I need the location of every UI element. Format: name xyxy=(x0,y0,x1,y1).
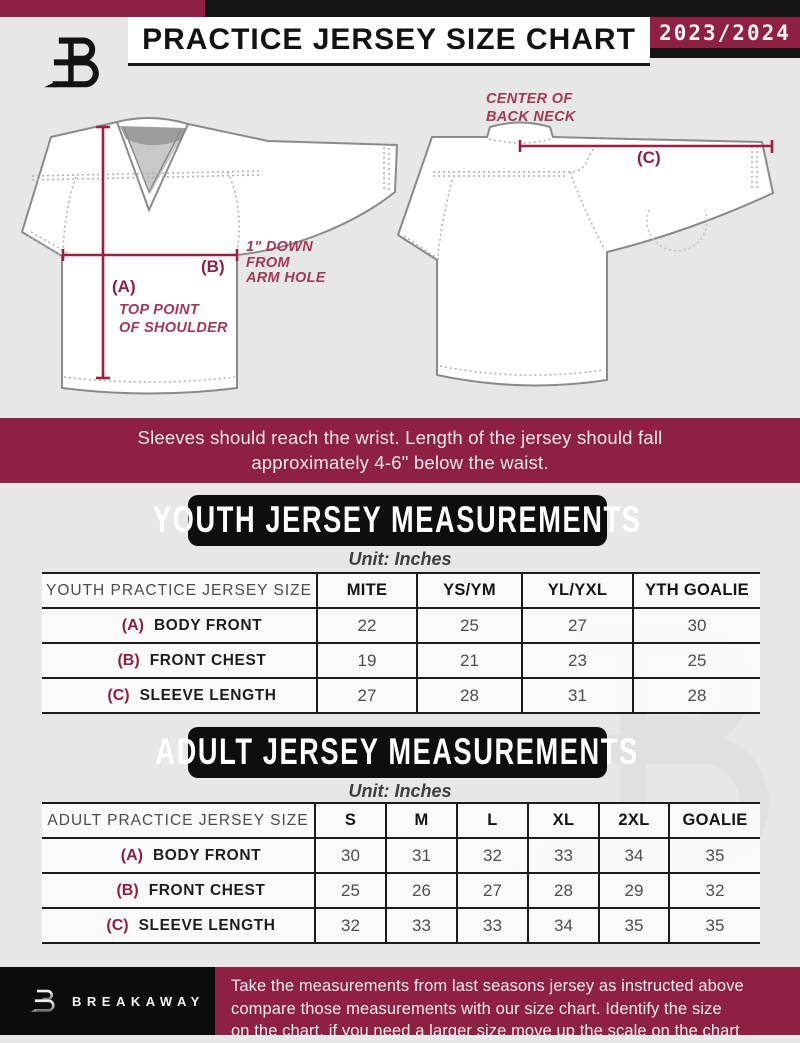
measure-key: (A) xyxy=(120,846,143,864)
size-value-cell: 25 xyxy=(417,608,522,643)
column-header: YL/YXL xyxy=(522,573,633,608)
size-value-cell: 32 xyxy=(457,838,528,873)
measure-label: BODY FRONT xyxy=(153,846,262,864)
season-badge xyxy=(650,17,800,58)
measure-key: (C) xyxy=(107,686,130,704)
adult-size-table xyxy=(42,802,760,944)
fit-notice-banner xyxy=(0,418,800,483)
measure-c-key: (C) xyxy=(637,148,661,167)
size-value-cell: 21 xyxy=(417,643,522,678)
footer-line-2: compare those measurements with our size chart. Identify the size xyxy=(231,999,722,1018)
size-value-cell: 35 xyxy=(669,908,760,943)
row-label-cell xyxy=(42,838,315,873)
size-value-cell: 29 xyxy=(599,873,669,908)
size-value-cell: 35 xyxy=(599,908,669,943)
table-header-row xyxy=(42,803,760,838)
fit-notice-line-2: approximately 4-6" below the waist. xyxy=(251,452,549,473)
measure-key: (B) xyxy=(117,651,140,669)
column-header: 2XL xyxy=(599,803,669,838)
footer-line-3: on the chart, if you need a larger size move up the scale on the chart xyxy=(231,1022,740,1040)
row-label-cell xyxy=(42,908,315,943)
size-value-cell: 28 xyxy=(417,678,522,713)
size-value-cell: 32 xyxy=(669,873,760,908)
measure-b-desc: 1" DOWN FROM ARM HOLE xyxy=(246,239,326,286)
size-value-cell: 19 xyxy=(317,643,417,678)
column-header: XL xyxy=(528,803,599,838)
size-value-cell: 31 xyxy=(386,838,457,873)
row-label-cell xyxy=(42,608,317,643)
youth-unit-label: Unit: Inches xyxy=(348,549,452,569)
table-row xyxy=(42,643,760,678)
adult-size-header-cell: ADULT PRACTICE JERSEY SIZE xyxy=(42,803,315,838)
brand-name: BREAKAWAY xyxy=(72,993,205,1009)
column-header: YTH GOALIE xyxy=(633,573,760,608)
table-header-row xyxy=(42,573,760,608)
page-title-box xyxy=(128,17,650,66)
page-title: PRACTICE JERSEY SIZE CHART xyxy=(142,23,636,56)
size-value-cell: 33 xyxy=(457,908,528,943)
top-black-bar xyxy=(205,0,800,17)
youth-section-heading: YOUTH JERSEY MEASUREMENTS xyxy=(153,499,642,541)
size-value-cell: 30 xyxy=(315,838,386,873)
adult-section-heading-pill xyxy=(155,727,640,778)
youth-section-heading-pill xyxy=(153,495,642,546)
footer-brand-block xyxy=(0,967,215,1035)
measure-a-desc: TOP POINT OF SHOULDER xyxy=(119,302,228,336)
table-row xyxy=(42,678,760,713)
table-row xyxy=(42,608,760,643)
table-row xyxy=(42,908,760,943)
measure-label: BODY FRONT xyxy=(154,616,263,634)
size-value-cell: 30 xyxy=(633,608,760,643)
fit-notice-line-1: Sleeves should reach the wrist. Length of the jersey should fall xyxy=(137,427,663,448)
measure-key: (C) xyxy=(106,916,129,934)
size-value-cell: 32 xyxy=(315,908,386,943)
size-value-cell: 34 xyxy=(599,838,669,873)
measure-c-desc: CENTER OF BACK NECK xyxy=(486,91,576,125)
measure-label: FRONT CHEST xyxy=(149,651,267,669)
size-value-cell: 33 xyxy=(386,908,457,943)
size-value-cell: 25 xyxy=(633,643,760,678)
row-label-cell xyxy=(42,643,317,678)
table-row xyxy=(42,873,760,908)
youth-size-table xyxy=(42,572,760,714)
measure-a-key: (A) xyxy=(112,277,136,296)
size-value-cell: 23 xyxy=(522,643,633,678)
measure-key: (A) xyxy=(121,616,144,634)
size-value-cell: 22 xyxy=(317,608,417,643)
top-accent-bar xyxy=(0,0,205,17)
footer-instructions xyxy=(215,967,800,1040)
row-label-cell xyxy=(42,678,317,713)
size-value-cell: 34 xyxy=(528,908,599,943)
adult-unit-label: Unit: Inches xyxy=(348,781,452,801)
size-value-cell: 28 xyxy=(633,678,760,713)
column-header: M xyxy=(386,803,457,838)
season-label: 2023/2024 xyxy=(659,20,791,45)
measure-key: (B) xyxy=(116,881,139,899)
size-value-cell: 35 xyxy=(669,838,760,873)
row-label-cell xyxy=(42,873,315,908)
measure-label: FRONT CHEST xyxy=(148,881,266,899)
adult-section-heading: ADULT JERSEY MEASUREMENTS xyxy=(155,731,640,773)
size-value-cell: 26 xyxy=(386,873,457,908)
table-row xyxy=(42,838,760,873)
size-value-cell: 27 xyxy=(457,873,528,908)
back-jersey-diagram xyxy=(396,80,800,425)
column-header: L xyxy=(457,803,528,838)
size-value-cell: 25 xyxy=(315,873,386,908)
measure-label: SLEEVE LENGTH xyxy=(139,686,277,704)
size-value-cell: 27 xyxy=(317,678,417,713)
front-jersey-diagram xyxy=(10,85,425,420)
column-header: YS/YM xyxy=(417,573,522,608)
footer-line-1: Take the measurements from last seasons jersey as instructed above xyxy=(231,977,744,995)
measure-label: SLEEVE LENGTH xyxy=(138,916,276,934)
size-value-cell: 28 xyxy=(528,873,599,908)
size-value-cell: 31 xyxy=(522,678,633,713)
measure-b-key: (B) xyxy=(201,257,225,276)
size-value-cell: 33 xyxy=(528,838,599,873)
column-header: MITE xyxy=(317,573,417,608)
column-header: S xyxy=(315,803,386,838)
column-header: GOALIE xyxy=(669,803,760,838)
size-value-cell: 27 xyxy=(522,608,633,643)
youth-size-header-cell: YOUTH PRACTICE JERSEY SIZE xyxy=(42,573,317,608)
breakaway-b-logo-icon xyxy=(30,983,60,1019)
